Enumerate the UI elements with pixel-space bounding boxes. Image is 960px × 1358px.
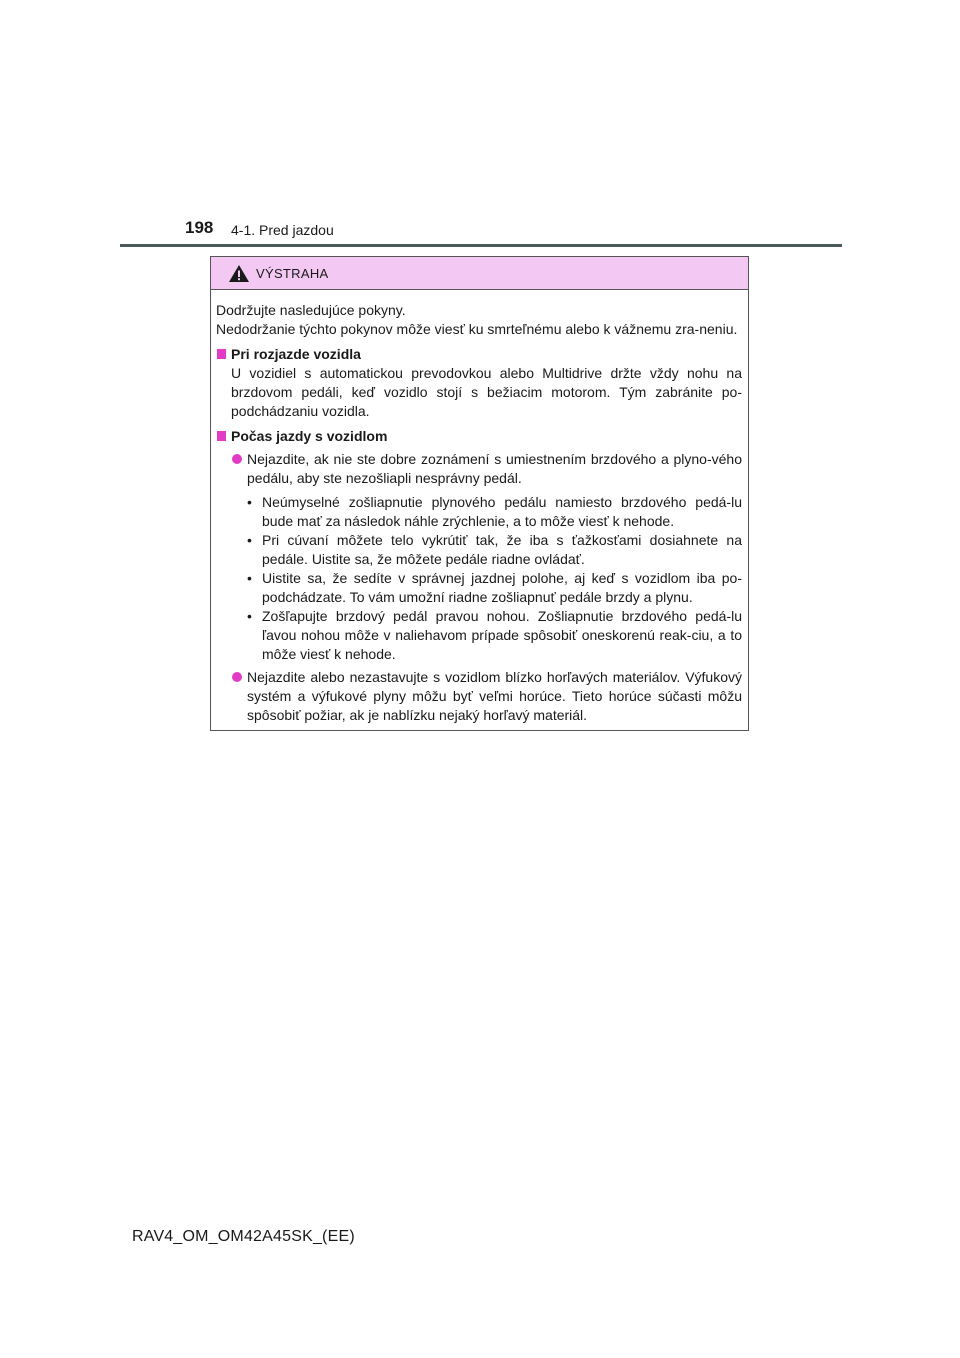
bullet-list-item-text: Pri cúvaní môžete telo vykrútiť tak, že iba s ťažkosťami dosiahnete na pedále. Uistite sa, že môžete pedále riadne ovládať. (262, 532, 742, 567)
document-code-footer: RAV4_OM_OM42A45SK_(EE) (132, 1228, 355, 1245)
section-title: 4-1. Pred jazdou (231, 222, 334, 238)
warning-triangle-icon (228, 264, 250, 283)
warning-header (211, 257, 748, 290)
square-bullet-icon (217, 431, 226, 441)
bullet-dot-icon: • (247, 608, 252, 624)
square-bullet-icon (217, 349, 226, 359)
circle-list-item (216, 450, 742, 488)
warning-title: VÝSTRAHA (256, 266, 329, 281)
section-heading-start (216, 345, 742, 364)
warning-box (210, 256, 749, 731)
bullet-list-item (216, 493, 742, 531)
bullet-list (216, 493, 742, 664)
page-number: 198 (185, 218, 214, 237)
bullet-dot-icon: • (247, 494, 252, 510)
intro-line-1: Dodržujte nasledujúce pokyny. (216, 302, 406, 318)
bullet-dot-icon: • (247, 532, 252, 548)
circle-bullet-icon (232, 672, 242, 682)
intro-line-2: Nedodržanie týchto pokynov môže viesť ku smrteľnému alebo k vážnemu zra-neniu. (216, 321, 738, 337)
section-start-text: U vozidiel s automatickou prevodovkou alebo Multidrive držte vždy nohu na brzdovom pedáli, keď vozidlo stojí s bežiacim motorom. Tým zabránite po-podchádzaniu vozidla. (231, 365, 742, 419)
section-heading-driving (216, 427, 742, 446)
section-heading-driving-label: Počas jazdy s vozidlom (231, 428, 388, 444)
bullet-dot-icon: • (247, 570, 252, 586)
section-heading-start-label: Pri rozjazde vozidla (231, 346, 361, 362)
bullet-list-item-text: Zošľapujte brzdový pedál pravou nohou. Zošliapnutie brzdového pedá-lu ľavou nohou môže v naliehavom prípade spôsobiť oneskorenú reak-ciu, a to môže viesť k nehode. (262, 608, 742, 662)
bullet-list-item (216, 531, 742, 569)
header-divider (120, 244, 842, 247)
circle-list-item-text: Nejazdite alebo nezastavujte s vozidlom blízko horľavých materiálov. Výfukový systém a výfukové plyny môžu byť veľmi horúce. Tieto horúce súčasti môžu spôsobiť požiar, ak je nablízku nejaký horľavý materiál. (247, 669, 742, 723)
bullet-list-item-text: Neúmyselné zošliapnutie plynového pedálu namiesto brzdového pedá-lu bude mať za následok náhle zrýchlenie, a to môže viesť k nehode. (262, 494, 742, 529)
circle-bullet-icon (232, 454, 242, 464)
warning-body (211, 290, 748, 725)
bullet-list-item (216, 607, 742, 664)
bullet-list-item-text: Uistite sa, že sedíte v správnej jazdnej polohe, aj keď s vozidlom iba po-podchádzate. To vám umožní riadne zošliapnuť pedále brzdy a plynu. (262, 570, 742, 605)
circle-list-item-text: Nejazdite, ak nie ste dobre zoznámení s umiestnením brzdového a plyno-vého pedálu, aby ste nezošliapli nesprávny pedál. (247, 451, 742, 486)
bullet-list-item (216, 569, 742, 607)
circle-list-item (216, 668, 742, 725)
